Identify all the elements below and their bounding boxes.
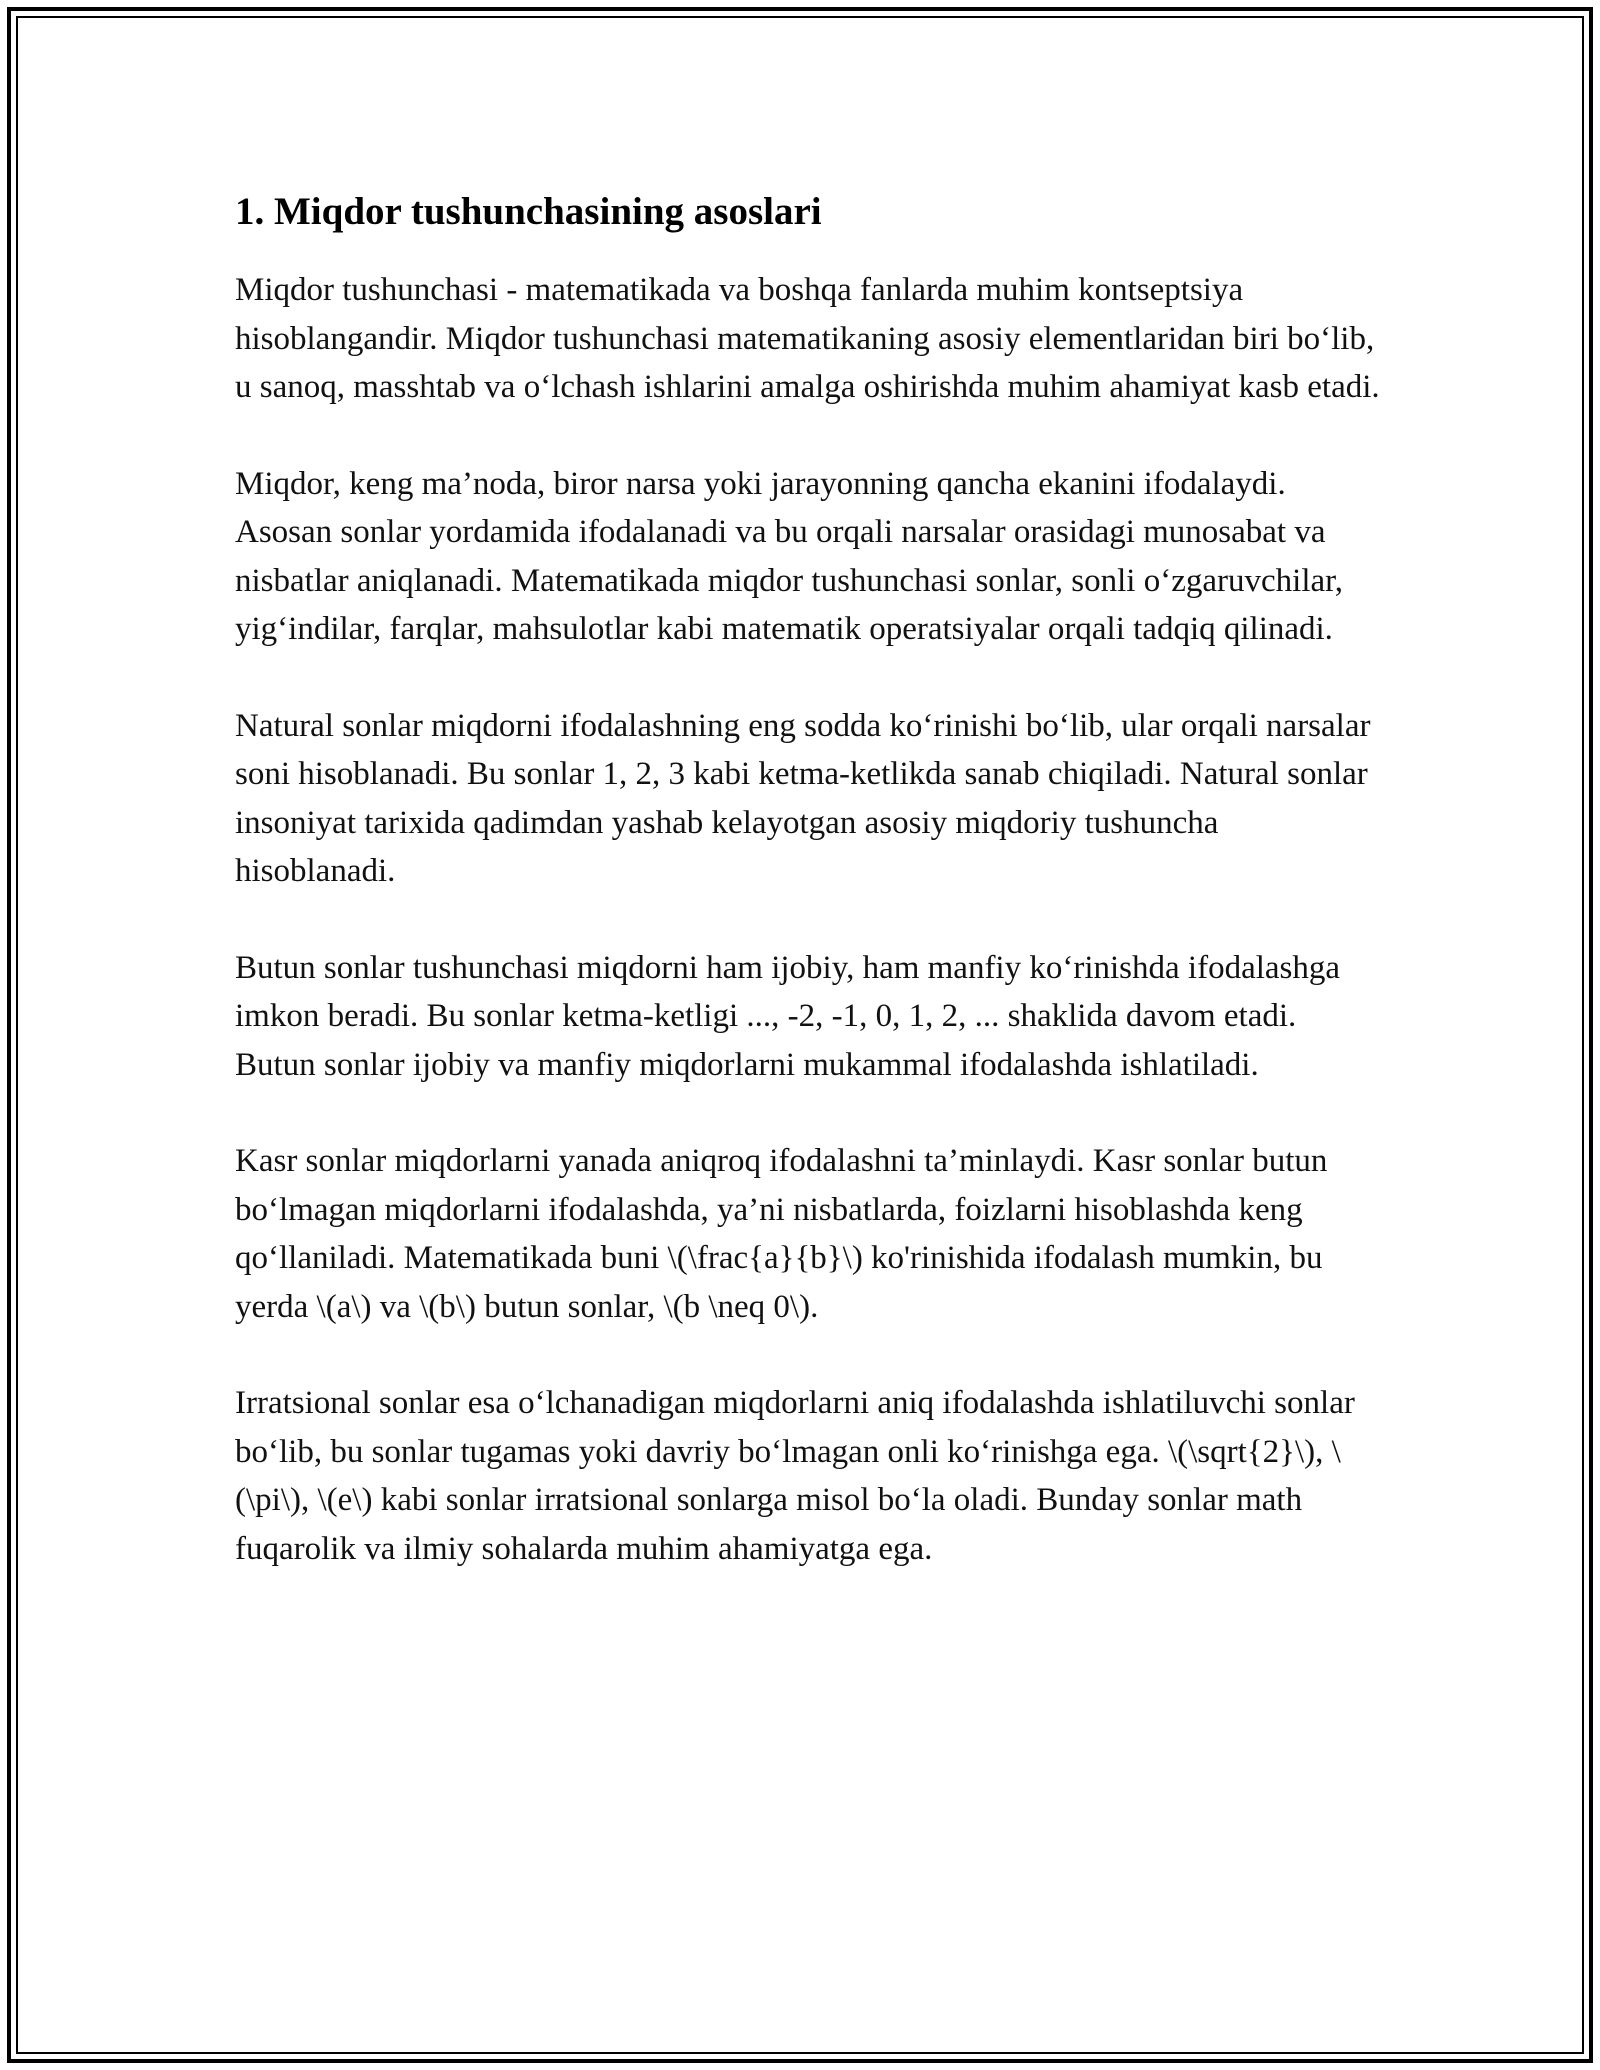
paragraph-miqdor-keng-manoda: Miqdor, keng ma’noda, biror narsa yoki jarayonning qancha ekanini ifodalaydi. Asosan sonlar yordamida ifodalanadi va bu orqali narsalar orasidagi munosabat va nisbatlar aniqlanadi. Matematikada miqdor tushunchasi sonlar, sonli o‘zgaruvchilar, yig‘indilar, farqlar, mahsulotlar kabi matematik operatsiyalar orqali tadqiq qilinadi.: [235, 465, 1344, 647]
section-title: 1. Miqdor tushunchasining asoslari: [235, 190, 822, 233]
paragraph-irratsional-sonlar: Irratsional sonlar esa o‘lchanadigan miqdorlarni aniq ifodalashda ishlatiluvchi sonlar bo‘lib, bu sonlar tugamas yoki davriy bo‘lmagan onli ko‘rinishga ega. \(\sqrt{2}\), \(\pi\), \(e\) kabi sonlar irratsional sonlarga misol bo‘la oladi. Bunday sonlar math fuqarolik va ilmiy sohalarda muhim ahamiyatga ega.: [235, 1385, 1355, 1567]
paragraph-natural-sonlar: Natural sonlar miqdorni ifodalashning eng sodda ko‘rinishi bo‘lib, ular orqali narsalar soni hisoblanadi. Bu sonlar 1, 2, 3 kabi ketma-ketlikda sanab chiqiladi. Natural sonlar insoniyat tarixida qadimdan yashab kelayotgan asosiy miqdoriy tushuncha hisoblanadi.: [235, 707, 1371, 889]
paragraph-miqdor-tushunchasi: Miqdor tushunchasi - matematikada va boshqa fanlarda muhim kontseptsiya hisoblangandir. Miqdor tushunchasi matematikaning asosiy elementlaridan biri bo‘lib, u sanoq, masshtab va o‘lchash ishlarini amalga oshirishda muhim ahamiyat kasb etadi.: [235, 272, 1380, 405]
paragraph-butun-sonlar: Butun sonlar tushunchasi miqdorni ham ijobiy, ham manfiy ko‘rinishda ifodalashga imkon beradi. Bu sonlar ketma-ketligi ..., -2, -1, 0, 1, 2, ... shaklida davom etadi. Butun sonlar ijobiy va manfiy miqdorlarni mukammal ifodalashda ishlatiladi.: [235, 949, 1341, 1083]
paragraph-kasr-sonlar: Kasr sonlar miqdorlarni yanada aniqroq ifodalashni ta’minlaydi. Kasr sonlar butun bo‘lmagan miqdorlarni ifodalashda, ya’ni nisbatlarda, foizlarni hisoblashda keng qo‘llaniladi. Matematikada buni \(\frac{a}{b}\) ko'rinishida ifodalash mumkin, bu yerda \(a\) va \(b\) butun sonlar, \(b \neq 0\).: [235, 1143, 1328, 1325]
document-body: [235, 188, 1385, 1621]
